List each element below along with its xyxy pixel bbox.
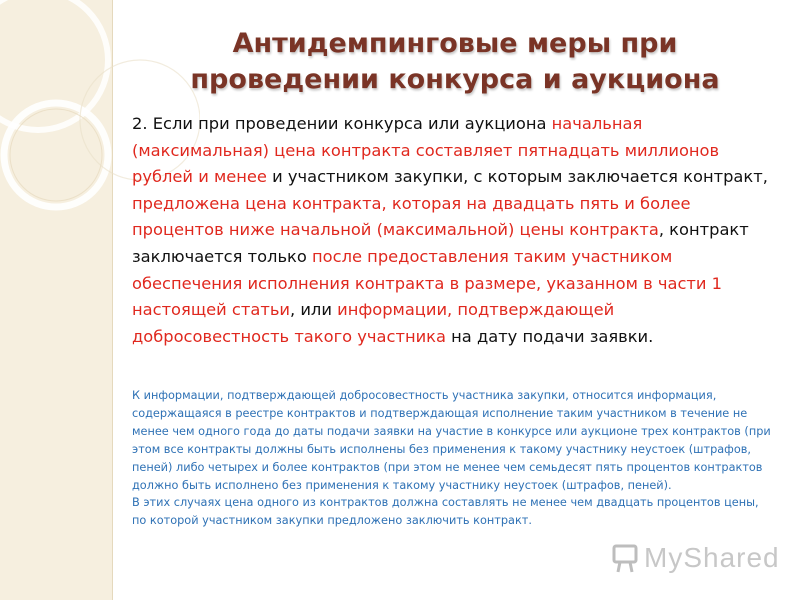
body-text: на дату подачи заявки. [445, 326, 654, 346]
body-text: и участником закупки, с которым заключается контракт, [266, 167, 768, 187]
highlighted-text: после предоставления таким участником обеспечения исполнения контракта в размере, указанном в части 1 настоящей статьи [132, 246, 723, 320]
body-text: , контракт заключается только [132, 220, 749, 266]
slide-title: Антидемпинговые меры при проведении конкурса и аукциона [190, 28, 720, 95]
main-paragraph [132, 111, 772, 350]
highlighted-text: начальная (максимальная) цена контракта составляет пятнадцать миллионов рублей и менее [132, 114, 720, 187]
cart-icon [612, 544, 640, 574]
watermark [612, 540, 780, 580]
watermark-text: MyShared [644, 542, 780, 573]
footnote-line: К информации, подтверждающей добросовестность участника закупки, относится информация, содержащаяся в реестре контрактов и подтверждающая исполнение таким участником в течение не менее чем одного года до даты подачи заявки на участие в конкурсе или аукционе трех контрактов (при этом все контракты должны быть исполнены без применения к такому участнику неустоек (штрафов, пеней) либо четырех и более контрактов (при этом не менее чем семьдесят пять процентов контрактов должно быть исполнено без применения к такому участнику неустоек (штрафов, пеней). [132, 389, 771, 492]
footnote-line: В этих случаях цена одного из контрактов должна составлять не менее чем двадцать процентов цены, по которой участником закупки предложено заключить контракт. [132, 496, 759, 528]
footnote [132, 387, 772, 530]
highlighted-text: информации, подтверждающей добросовестность такого участника [132, 300, 615, 346]
body-text: 2. Если при проведении конкурса или аукциона [132, 114, 552, 133]
highlighted-text: предложена цена контракта, которая на двадцать пять и более процентов ниже начальной (максимальной) цены контракта [132, 193, 691, 240]
body-text: , или [290, 300, 338, 320]
